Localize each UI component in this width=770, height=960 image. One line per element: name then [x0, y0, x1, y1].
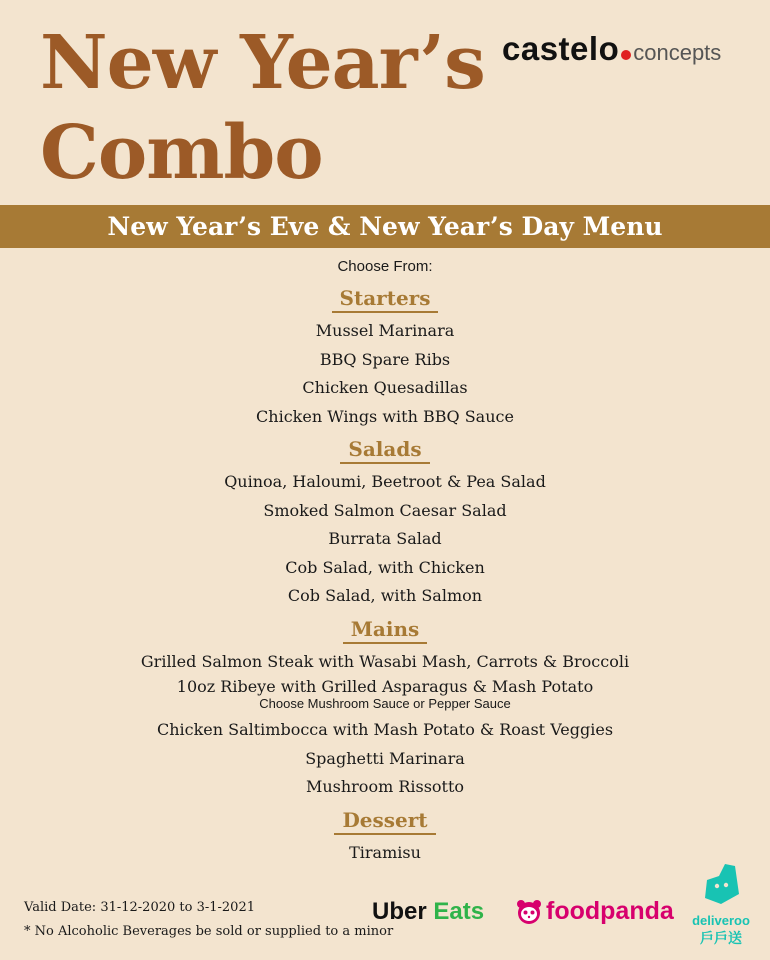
menu-item: Mussel Marinara: [315, 321, 455, 340]
brand-sub: concepts: [633, 40, 722, 65]
foodpanda-text: foodpanda: [546, 897, 674, 925]
menu-item: Burrata Salad: [328, 529, 442, 548]
menu-item: Chicken Quesadillas: [302, 378, 468, 397]
brand-logo: [502, 30, 721, 68]
menu-item: 10oz Ribeye with Grilled Asparagus & Mash Potato: [176, 677, 594, 696]
section-mains-heading: Mains: [343, 617, 428, 644]
menu-item: Chicken Wings with BBQ Sauce: [256, 406, 514, 426]
eats-text: Eats: [433, 898, 485, 925]
uber-eats-logo: [372, 898, 484, 926]
footer-info: [24, 896, 393, 944]
title-line-1: New Year’s: [40, 20, 485, 106]
alcohol-note: * No Alcoholic Beverages be sold or supplied to a minor: [24, 924, 394, 939]
deliveroo-logo: [686, 862, 756, 948]
menu-list: [0, 254, 770, 867]
menu-banner: [0, 205, 770, 248]
menu-item: Cob Salad, with Salmon: [287, 586, 483, 605]
page-title: [40, 18, 485, 198]
section-dessert-heading: Dessert: [334, 808, 435, 835]
choose-label: Choose From:: [337, 258, 433, 275]
brand-main: castelo: [502, 30, 620, 67]
deliveroo-chinese-text: 戶戶送: [700, 930, 742, 946]
menu-item: Grilled Salmon Steak with Wasabi Mash, Carrots & Broccoli: [140, 651, 630, 671]
deliveroo-text: deliveroo: [692, 913, 750, 928]
banner-text: New Year’s Eve & New Year’s Day Menu: [107, 212, 663, 241]
menu-item: Cob Salad, with Chicken: [285, 557, 485, 577]
menu-item: Quinoa, Haloumi, Beetroot & Pea Salad: [224, 472, 546, 491]
menu-item: Smoked Salmon Caesar Salad: [263, 500, 507, 520]
kangaroo-icon: [699, 862, 743, 906]
menu-item: BBQ Spare Ribs: [319, 349, 451, 369]
panda-icon: [516, 899, 542, 925]
valid-date: Valid Date: 31-12-2020 to 3-1-2021: [24, 900, 255, 915]
title-line-2: Combo: [40, 110, 323, 196]
menu-item: Tiramisu: [349, 842, 421, 862]
uber-text: Uber: [372, 898, 427, 925]
menu-item: Mushroom Rissotto: [305, 777, 465, 796]
brand-dot-icon: [621, 50, 631, 60]
menu-item: Chicken Saltimbocca with Mash Potato & Roast Veggies: [156, 720, 614, 739]
menu-item: Spaghetti Marinara: [305, 748, 465, 768]
section-salads-heading: Salads: [340, 437, 429, 464]
foodpanda-logo: [516, 897, 674, 926]
section-starters-heading: Starters: [332, 286, 439, 313]
menu-item-note: Choose Mushroom Sauce or Pepper Sauce: [259, 696, 511, 711]
